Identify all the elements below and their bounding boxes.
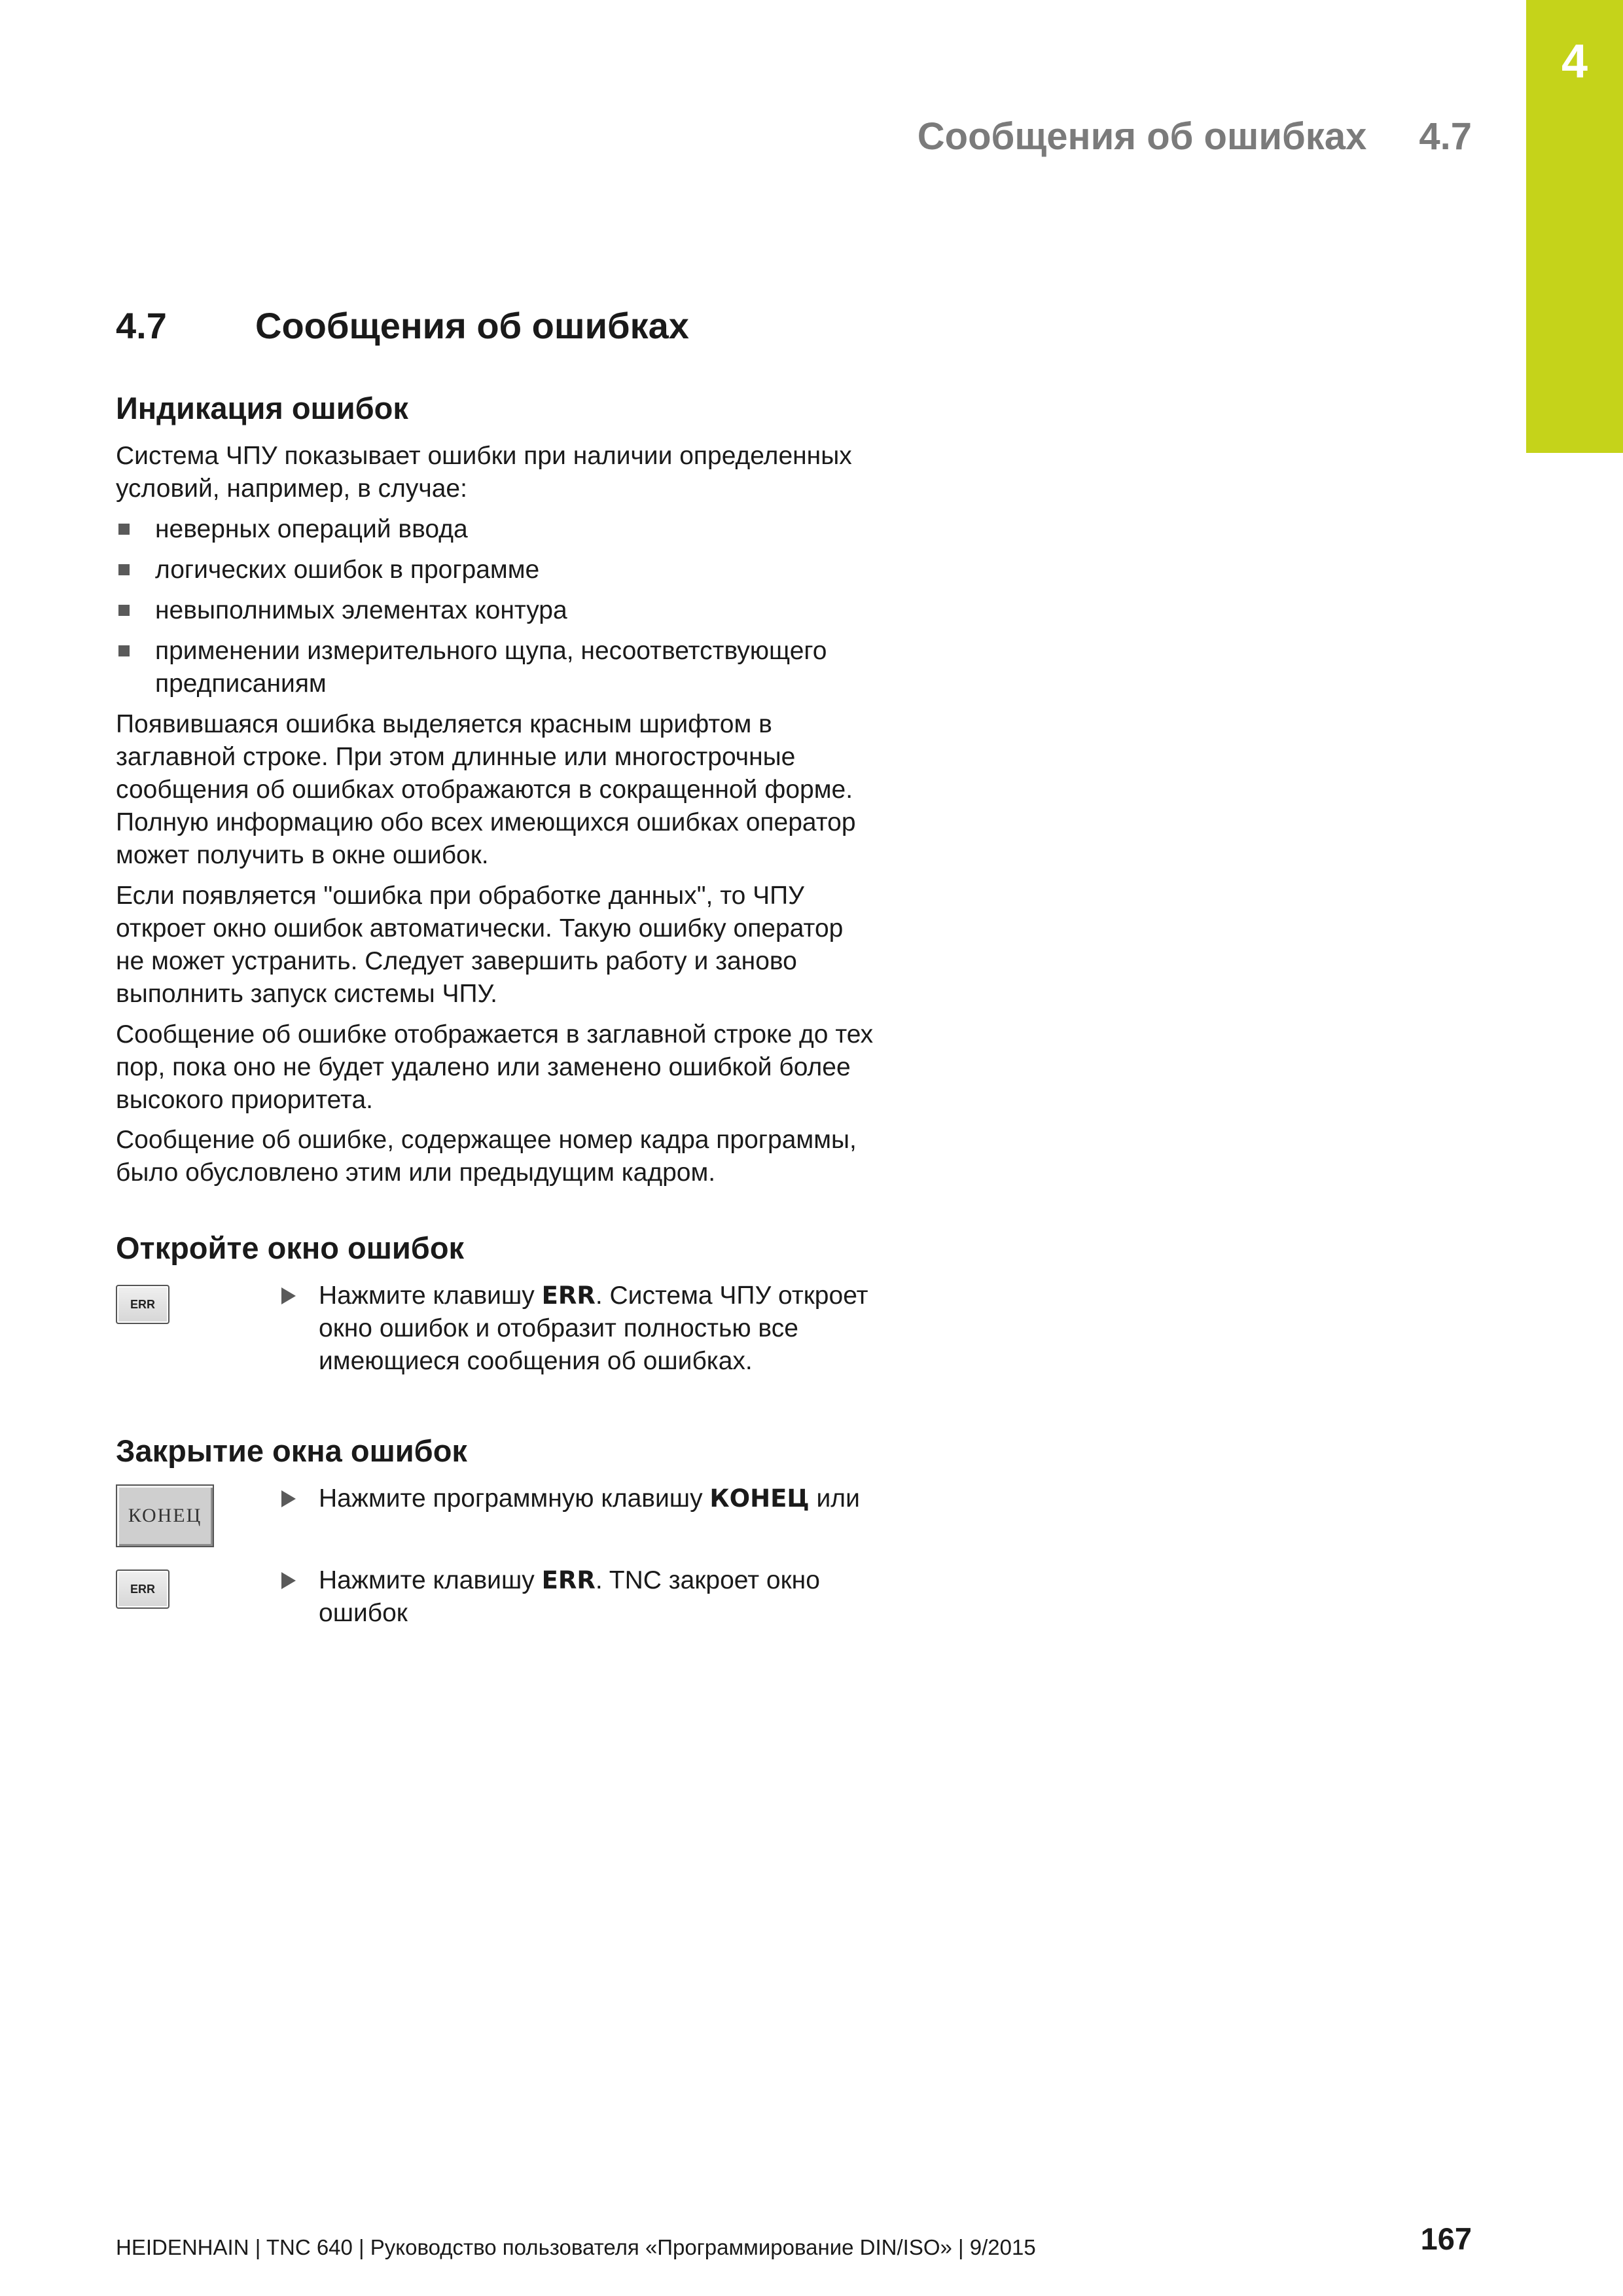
keyword-err: ERR — [541, 1566, 596, 1594]
section-name: Сообщения об ошибках — [255, 305, 689, 346]
subheading-open-window: Откройте окно ошибок — [116, 1230, 465, 1265]
bullet-square-icon — [118, 564, 130, 575]
error-causes-list — [116, 513, 940, 708]
chapter-number: 4 — [1561, 35, 1588, 88]
section-number: 4.7 — [116, 305, 167, 346]
chapter-tab — [1526, 0, 1623, 453]
page-number: 167 — [1420, 2221, 1472, 2256]
paragraph-block-number: Сообщение об ошибке, содержащее номер кадра программы, было обусловлено этим или предыдущим кадром. — [116, 1126, 857, 1187]
bullet-square-icon — [118, 605, 130, 616]
list-item: невыполнимых элементах контура — [116, 594, 940, 627]
subheading-close-window: Закрытие окна ошибок — [116, 1433, 467, 1468]
step-open-window: Нажмите клавишу ERR. Система ЧПУ откроет окно ошибок и отобразит полностью все имеющиеся сообщения об ошибках. — [281, 1280, 949, 1378]
paragraph-header-display: Сообщение об ошибке отображается в заглавной строке до тех пор, пока оно не будет удалено или заменено ошибкой более высокого приоритета. — [116, 1020, 874, 1114]
running-header — [917, 115, 1472, 158]
list-item: неверных операций ввода — [116, 513, 940, 546]
step-arrow-icon — [281, 1572, 296, 1589]
paragraph-red-highlight: Появившаяся ошибка выделяется красным шрифтом в заглавной строке. При этом длинные или многострочные сообщения об ошибках отображаются в сокращенной форме. Полную информацию обо всех имеющихся ошибках оператор может получить в окне ошибок. — [116, 710, 856, 869]
list-item: логических ошибок в программе — [116, 554, 940, 586]
list-item: применении измерительного щупа, несоответствующего предписаниям — [116, 635, 940, 700]
bullet-square-icon — [118, 645, 130, 656]
paragraph-data-error: Если появляется "ошибка при обработке данных", то ЧПУ откроет окно ошибок автоматически. Такую ошибку оператор не может устранить. Следует завершить работу и заново выполнить запуск системы ЧПУ. — [116, 882, 844, 1008]
keyword-end: КОНЕЦ — [709, 1484, 810, 1513]
step-close-err: Нажмите клавишу ERR. TNC закроет окно ошибок — [281, 1564, 949, 1630]
section-title — [116, 305, 689, 346]
bullet-square-icon — [118, 524, 130, 535]
running-header-title: Сообщения об ошибках — [917, 115, 1367, 158]
keyword-err: ERR — [541, 1282, 596, 1310]
err-key-icon: ERR — [116, 1570, 169, 1609]
step-arrow-icon — [281, 1287, 296, 1304]
running-header-number: 4.7 — [1419, 115, 1472, 158]
err-key-icon: ERR — [116, 1285, 169, 1324]
footer-text: HEIDENHAIN | TNC 640 | Руководство пользователя «Программирование DIN/ISO» | 9/2015 — [116, 2235, 1036, 2259]
step-arrow-icon — [281, 1490, 296, 1507]
step-close-softkey: Нажмите программную клавишу КОНЕЦ или — [281, 1482, 949, 1515]
end-softkey-icon: КОНЕЦ — [116, 1484, 214, 1547]
intro-paragraph: Система ЧПУ показывает ошибки при наличии определенных условий, например, в случае: — [116, 442, 852, 503]
subheading-indication: Индикация ошибок — [116, 391, 408, 425]
